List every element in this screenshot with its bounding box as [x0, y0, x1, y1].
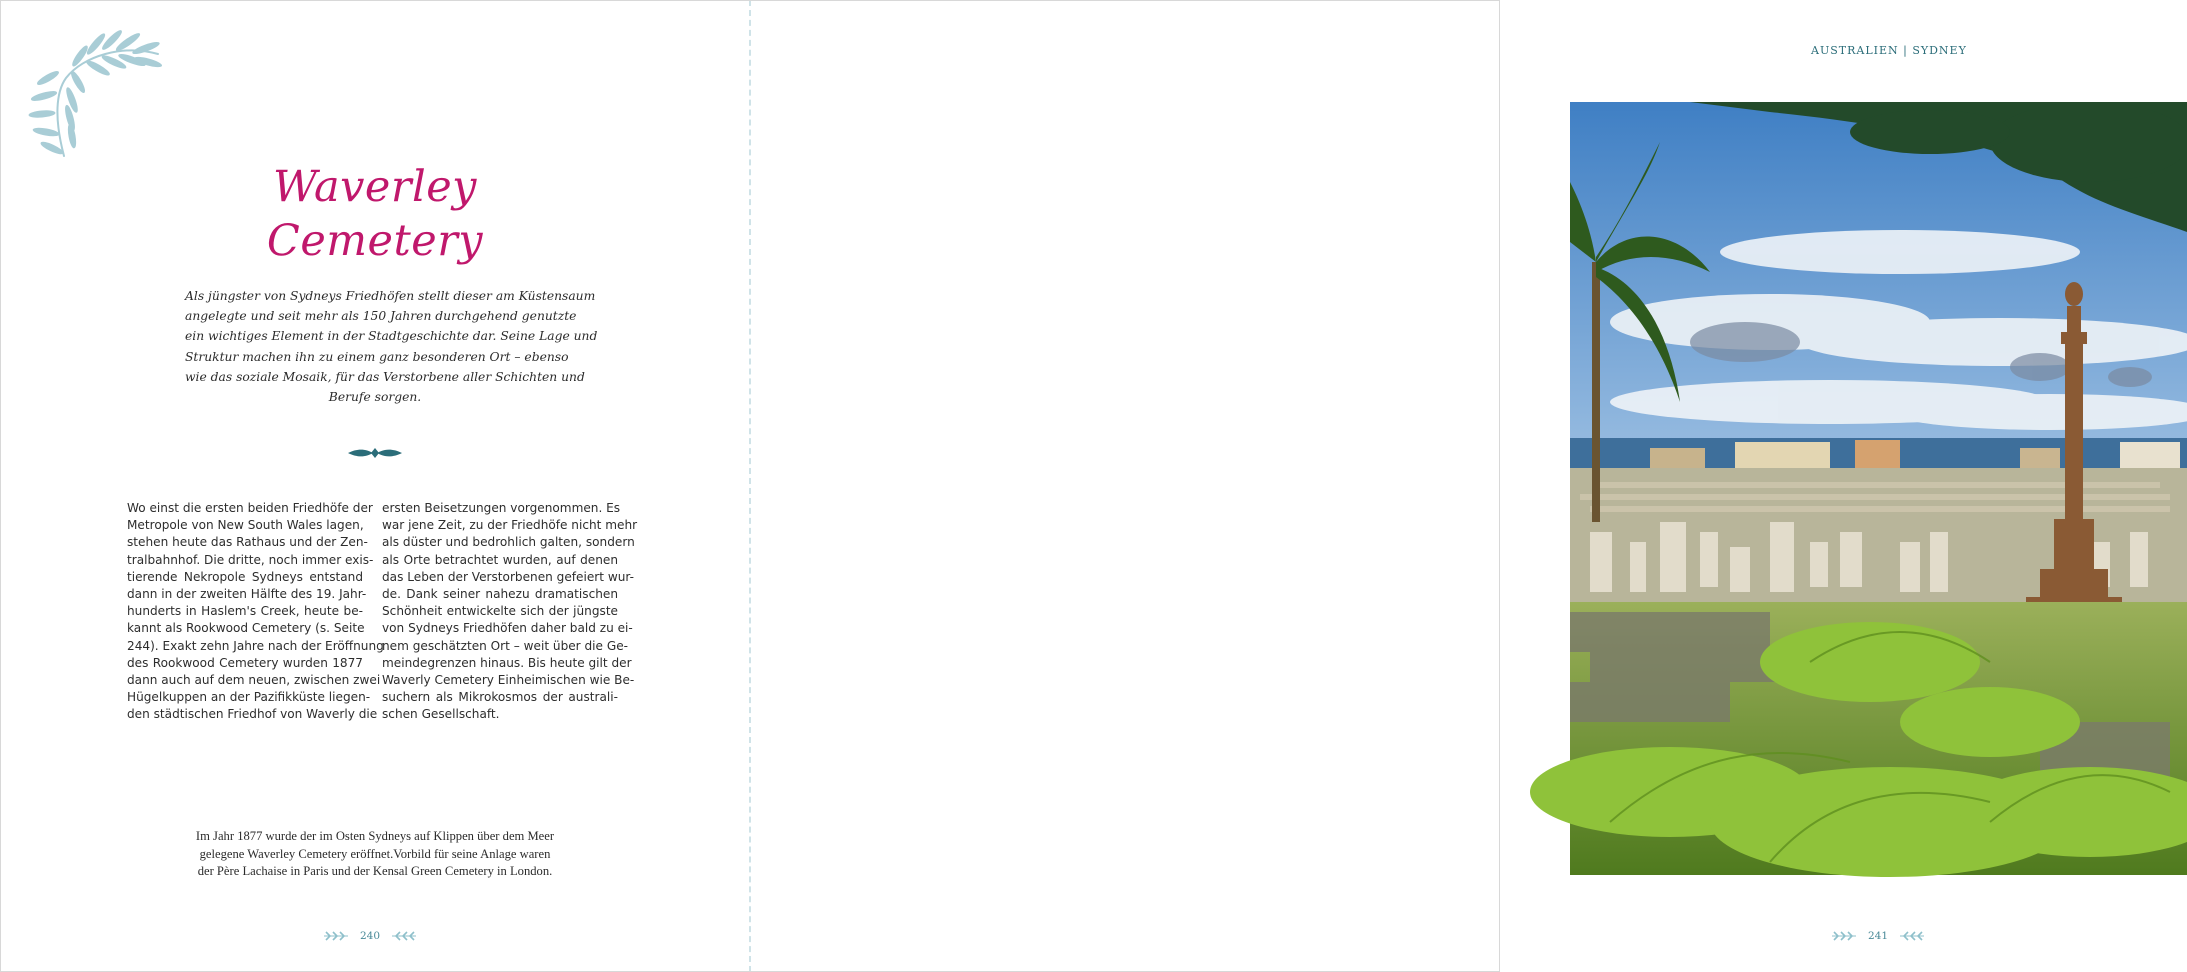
- body-line: Metropole von New South Wales lagen,: [127, 518, 364, 533]
- body-line: Schönheit entwickelte sich der jüngste: [382, 604, 618, 619]
- fern-branch-icon: [28, 26, 163, 161]
- intro-paragraph: [185, 286, 598, 407]
- running-head: AUSTRALIEN | SYDNEY: [1811, 44, 1967, 57]
- chevron-left-icon: [324, 930, 350, 942]
- body-line: stehen heute das Rathaus und der Zen-: [127, 535, 368, 550]
- body-line: meindegrenzen hinaus. Bis heute gilt der: [382, 655, 632, 670]
- chevron-right-icon: [1898, 930, 1924, 942]
- intro-line: ein wichtiges Element in der Stadtgeschichte dar. Seine Lage und: [185, 329, 598, 344]
- body-line: dann auch auf dem neuen, zwischen zwei: [127, 673, 381, 688]
- caption-line: Im Jahr 1877 wurde der im Osten Sydneys auf Klippen über dem Meer: [195, 829, 555, 843]
- body-line: de. Dank seiner nahezu dramatischen: [382, 587, 618, 602]
- body-line: Wo einst die ersten beiden Friedhöfe der: [127, 501, 373, 515]
- page-number-left: [324, 926, 416, 946]
- body-line: hunderts in Haslem's Creek, heute be-: [127, 604, 363, 619]
- body-line: nem geschätzten Ort – weit über die Ge-: [382, 638, 628, 653]
- body-line: schen Gesellschaft.: [382, 707, 500, 722]
- caption-line: der Père Lachaise in Paris und der Kensal Green Cemetery in London.: [197, 864, 553, 878]
- body-line: das Leben der Verstorbenen gefeiert wur-: [382, 569, 634, 584]
- body-line: tierende Nekropole Sydneys entstand: [127, 569, 363, 584]
- body-line: Waverly Cemetery Einheimischen wie Be-: [382, 673, 635, 688]
- body-column-1: [127, 500, 384, 724]
- chevron-right-icon: [390, 930, 416, 942]
- title-line: Cemetery: [266, 216, 484, 266]
- right-page: [751, 0, 1967, 972]
- chevron-left-icon: [1832, 930, 1858, 942]
- body-line: tralbahnhof. Die dritte, noch immer exis-: [127, 552, 374, 567]
- article-title: [200, 160, 550, 268]
- body-line: ersten Beisetzungen vorgenommen. Es: [382, 501, 621, 515]
- body-line: den städtischen Friedhof von Waverly die: [127, 707, 378, 722]
- photo-caption: [180, 828, 570, 881]
- body-line: von Sydneys Friedhöfen daher bald zu ei-: [382, 621, 633, 636]
- body-line: suchern als Mikrokosmos der australi-: [382, 690, 618, 705]
- intro-line: Als jüngster von Sydneys Friedhöfen stellt dieser am Küstensaum: [185, 289, 596, 303]
- body-line: Hügelkuppen an der Pazifikküste liegen-: [127, 690, 371, 705]
- body-line: 244). Exakt zehn Jahre nach der Eröffnung: [127, 638, 384, 653]
- cemetery-photo-illustration: [1570, 102, 2187, 875]
- body-line: kannt als Rookwood Cemetery (s. Seite: [127, 621, 365, 636]
- body-line: als Orte betrachtet wurden, auf denen: [382, 552, 618, 567]
- intro-line: Struktur machen ihn zu einem ganz besonderen Ort – ebenso: [185, 349, 569, 364]
- page-number: 240: [360, 930, 381, 942]
- body-line: als düster und bedrohlich galten, sondern: [382, 535, 635, 550]
- cemetery-photo: [1570, 102, 2187, 875]
- caption-line: gelegene Waverley Cemetery eröffnet.Vorbild für seine Anlage waren: [199, 846, 551, 861]
- intro-line: wie das soziale Mosaik, für das Verstorbene aller Schichten und: [185, 369, 585, 384]
- body-line: war jene Zeit, zu der Friedhöfe nicht mehr: [382, 518, 638, 533]
- body-line: des Rookwood Cemetery wurden 1877: [127, 655, 363, 670]
- title-line: Waverley: [273, 162, 477, 212]
- intro-line: angelegte und seit mehr als 150 Jahren durchgehend genutzte: [185, 309, 577, 324]
- body-line: dann in der zweiten Hälfte des 19. Jahr-: [127, 587, 367, 602]
- intro-line: Berufe sorgen.: [328, 390, 422, 405]
- page-number: 241: [1868, 930, 1889, 942]
- ornament-divider-icon: [348, 446, 402, 460]
- body-column-2: [382, 500, 638, 724]
- left-page: [0, 0, 749, 972]
- page-number-right: [1832, 926, 1924, 946]
